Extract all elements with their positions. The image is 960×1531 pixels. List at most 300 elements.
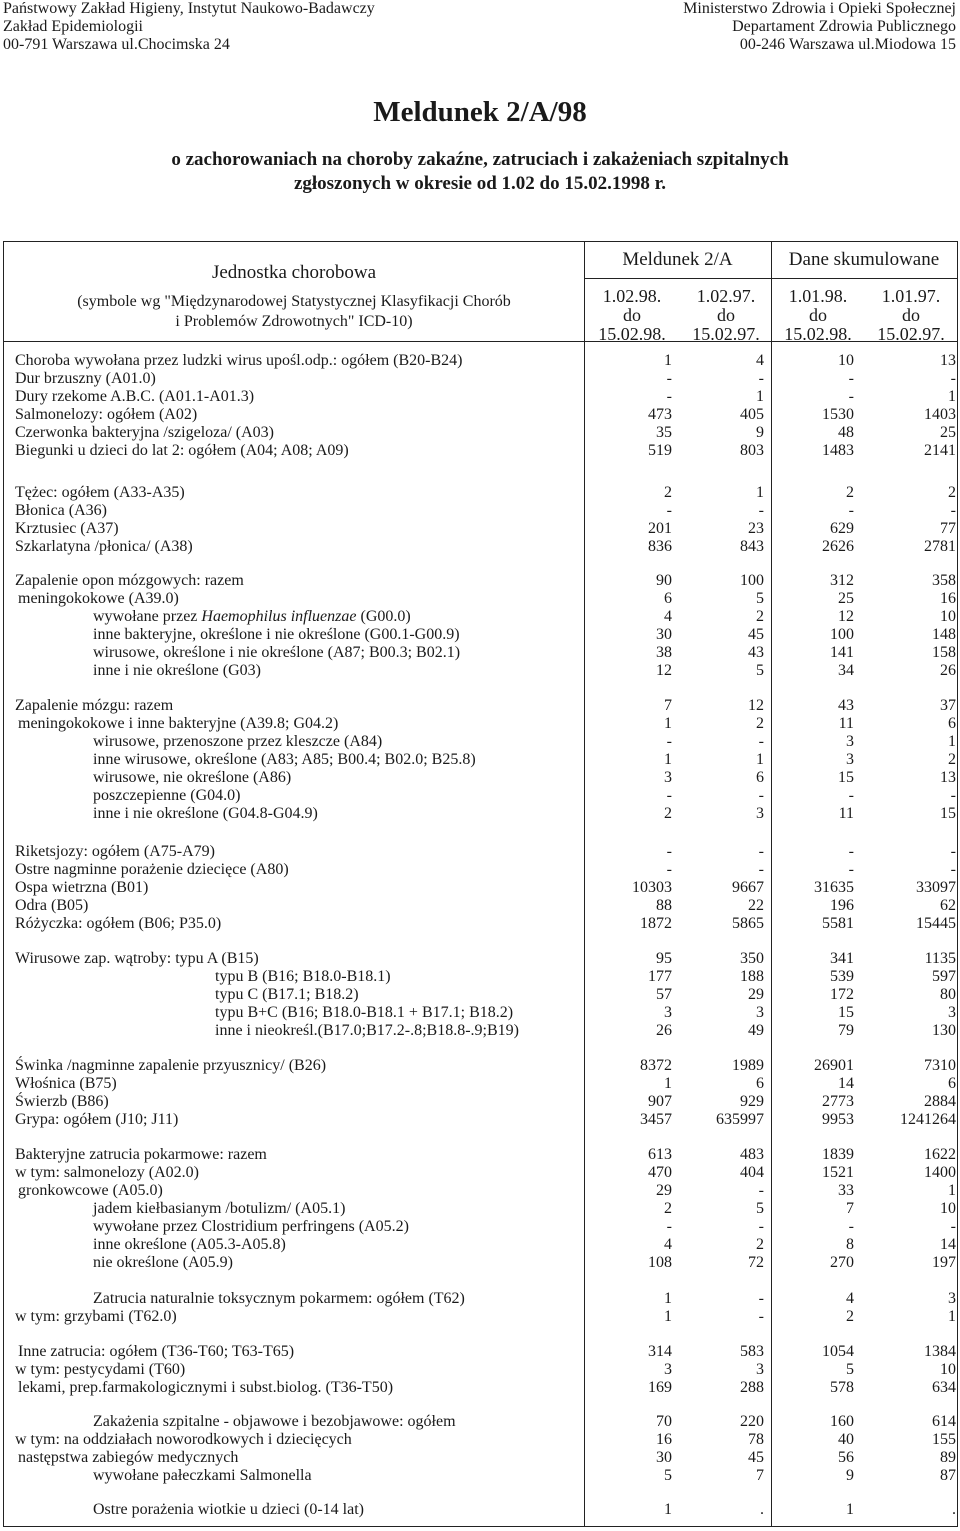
row-value: - <box>950 502 956 519</box>
row-value: 470 <box>648 1164 672 1181</box>
table-row <box>4 697 959 715</box>
row-value: 3 <box>756 1361 764 1378</box>
period-start: 1.02.98. <box>602 286 662 306</box>
row-value: - <box>848 388 854 405</box>
institute-header <box>3 0 375 54</box>
row-value: 26901 <box>814 1057 854 1074</box>
row-value: - <box>666 502 672 519</box>
row-value: 5 <box>664 1467 672 1484</box>
row-value: 473 <box>648 406 672 423</box>
table-row <box>4 769 959 787</box>
row-value: 2 <box>948 751 956 768</box>
table-row <box>4 715 959 733</box>
subtitle-line: zgłoszonych w okresie od 1.02 do 15.02.1998 r. <box>293 173 667 194</box>
row-label: Świnka /nagminne zapalenie przyusznicy/ (B26) <box>15 1057 327 1074</box>
row-value: 2 <box>664 805 672 822</box>
row-value: 1 <box>948 388 956 405</box>
row-value: 62 <box>940 897 956 914</box>
row-value: 9667 <box>732 879 764 896</box>
row-label: wirusowe, przenoszone przez kleszcze (A84) <box>93 733 383 750</box>
row-label: Riketsjozy: ogółem (A75-A79) <box>15 843 215 860</box>
table-row <box>4 644 959 662</box>
row-value: - <box>848 787 854 804</box>
table-row <box>4 1182 959 1200</box>
row-value: 40 <box>838 1431 854 1448</box>
row-label: Zapalenie opon mózgowych: razem <box>15 572 244 589</box>
period-start: 1.02.97. <box>696 286 756 306</box>
period-end: 15.02.97. <box>692 324 760 344</box>
table-row <box>4 590 959 608</box>
row-value: 10 <box>940 1361 956 1378</box>
row-value: - <box>666 733 672 750</box>
row-value: 6 <box>756 769 764 786</box>
row-label: typu B (B16; B18.0-B18.1) <box>215 968 391 985</box>
row-value: 5 <box>846 1361 854 1378</box>
row-value: 12 <box>748 697 764 714</box>
row-value: 35 <box>656 424 672 441</box>
row-label: w tym: na oddziałach noworodkowych i dziecięcych <box>15 1431 352 1448</box>
table-row <box>4 352 959 370</box>
table-row <box>4 950 959 968</box>
row-value: 49 <box>748 1022 764 1039</box>
row-value: 634 <box>932 1379 956 1396</box>
row-value: 1 <box>664 352 672 369</box>
row-value: - <box>666 1218 672 1235</box>
row-value: - <box>950 861 956 878</box>
row-value: 3 <box>756 1004 764 1021</box>
row-value: 158 <box>932 644 956 661</box>
row-value: 10303 <box>632 879 672 896</box>
table-row <box>4 1075 959 1093</box>
row-label: Zapalenie mózgu: razem <box>15 697 174 714</box>
period-sep: do <box>809 305 827 325</box>
table-row <box>4 751 959 769</box>
row-value: 12 <box>656 662 672 679</box>
row-value: 358 <box>932 572 956 589</box>
row-value: 539 <box>830 968 854 985</box>
row-value: 4 <box>756 352 764 369</box>
row-label: inne bakteryjne, określone i nie określone (G00.1-G00.9) <box>93 626 460 643</box>
row-label: Ostre porażenia wiotkie u dzieci (0-14 lat) <box>93 1501 364 1518</box>
row-label: typu C (B17.1; B18.2) <box>215 986 359 1003</box>
row-value: 48 <box>838 424 854 441</box>
row-value: - <box>666 388 672 405</box>
table-row <box>4 662 959 680</box>
row-value: 1 <box>664 1308 672 1325</box>
row-label: Krztusiec (A37) <box>15 520 119 537</box>
table-row <box>4 843 959 861</box>
row-value: 3457 <box>640 1111 672 1128</box>
row-value: 1872 <box>640 915 672 932</box>
row-value: 31635 <box>814 879 854 896</box>
row-value: - <box>666 370 672 387</box>
row-label: Ospa wietrzna (B01) <box>15 879 149 896</box>
row-value: 3 <box>948 1004 956 1021</box>
row-value: 2 <box>948 484 956 501</box>
row-label: wirusowe, nie określone (A86) <box>93 769 292 786</box>
row-value: 16 <box>656 1431 672 1448</box>
unit-subtitle-line: (symbole wg "Międzynarodowej Statystycznej Klasyfikacji Chorób <box>77 293 511 310</box>
row-value: 87 <box>940 1467 956 1484</box>
ministry-line: Departament Zdrowia Publicznego <box>732 18 956 35</box>
row-value: 1 <box>948 1182 956 1199</box>
row-value: 7 <box>664 697 672 714</box>
table-row <box>4 484 959 502</box>
row-value: 1 <box>664 715 672 732</box>
table-row <box>4 897 959 915</box>
table-row <box>4 388 959 406</box>
report-subtitle <box>0 148 960 196</box>
row-value: 1384 <box>924 1343 956 1360</box>
unit-column-subtitle <box>4 292 584 332</box>
row-value: 1 <box>948 733 956 750</box>
row-label: w tym: salmonelozy (A02.0) <box>15 1164 199 1181</box>
row-value: - <box>950 787 956 804</box>
row-value: 9 <box>846 1467 854 1484</box>
table-row <box>4 406 959 424</box>
table-row <box>4 1413 959 1431</box>
table-row <box>4 608 959 626</box>
row-label: lekami, prep.farmakologicznymi i subst.biolog. (T36-T50) <box>18 1379 394 1396</box>
period-sep: do <box>623 305 641 325</box>
row-label: w tym: grzybami (T62.0) <box>15 1308 177 1325</box>
row-label: Grypa: ogółem (J10; J11) <box>15 1111 179 1128</box>
row-value: 160 <box>830 1413 854 1430</box>
table-row <box>4 502 959 520</box>
table-row <box>4 1236 959 1254</box>
row-value: 288 <box>740 1379 764 1396</box>
row-label: meningokokowe (A39.0) <box>18 590 179 607</box>
row-value: 1054 <box>822 1343 854 1360</box>
table-row <box>4 626 959 644</box>
row-value: 45 <box>748 1449 764 1466</box>
row-value: 907 <box>648 1093 672 1110</box>
row-value: 5865 <box>732 915 764 932</box>
row-label: Zatrucia naturalnie toksycznym pokarmem: ogółem (T62) <box>93 1290 465 1307</box>
row-label: Ostre nagminne porażenie dziecięce (A80) <box>15 861 289 878</box>
period-start: 1.01.98. <box>788 286 848 306</box>
row-value: 5 <box>756 1200 764 1217</box>
row-value: 3 <box>664 1361 672 1378</box>
row-value: 95 <box>656 950 672 967</box>
row-value: 3 <box>846 751 854 768</box>
row-value: 4 <box>664 608 672 625</box>
row-value: 1403 <box>924 406 956 423</box>
table-row <box>4 986 959 1004</box>
row-value: - <box>950 1218 956 1235</box>
row-value: 1 <box>846 1501 854 1518</box>
table-row <box>4 1164 959 1182</box>
row-value: - <box>758 861 764 878</box>
row-value: 57 <box>656 986 672 1003</box>
row-value: 220 <box>740 1413 764 1430</box>
row-value: 141 <box>830 644 854 661</box>
table-row <box>4 1449 959 1467</box>
row-value: 11 <box>838 805 854 822</box>
row-value: 15 <box>940 805 956 822</box>
row-value: - <box>848 861 854 878</box>
row-value: 88 <box>656 897 672 914</box>
row-value: 30 <box>656 626 672 643</box>
table-row <box>4 520 959 538</box>
row-value: 483 <box>740 1146 764 1163</box>
table-row <box>4 915 959 933</box>
row-label: inne określone (A05.3-A05.8) <box>93 1236 286 1253</box>
period-end: 15.02.97. <box>877 324 945 344</box>
row-value: 6 <box>664 590 672 607</box>
row-value: 15 <box>838 1004 854 1021</box>
row-value: 15445 <box>916 915 956 932</box>
row-value: 1 <box>664 1290 672 1307</box>
table-row <box>4 1467 959 1485</box>
row-value: 2 <box>756 608 764 625</box>
row-value: 1241264 <box>900 1111 956 1128</box>
row-value: 404 <box>740 1164 764 1181</box>
row-value: 72 <box>748 1254 764 1271</box>
row-label: meningokokowe i inne bakteryjne (A39.8; G04.2) <box>18 715 339 732</box>
group-meldunek-title: Meldunek 2/A <box>622 249 733 270</box>
row-value: 89 <box>940 1449 956 1466</box>
row-value: - <box>666 843 672 860</box>
row-value: - <box>848 1218 854 1235</box>
row-label: w tym: pestycydami (T60) <box>15 1361 186 1378</box>
row-value: 8372 <box>640 1057 672 1074</box>
ministry-line: Ministerstwo Zdrowia i Opieki Społecznej <box>683 0 956 17</box>
period-header <box>680 287 772 344</box>
row-value: 12 <box>838 608 854 625</box>
row-label: nie określone (A05.9) <box>93 1254 233 1271</box>
period-start: 1.01.97. <box>881 286 941 306</box>
row-value: 803 <box>740 442 764 459</box>
row-value: 33 <box>838 1182 854 1199</box>
table-row <box>4 370 959 388</box>
row-value: 197 <box>932 1254 956 1271</box>
row-value: . <box>760 1501 764 1518</box>
row-value: 148 <box>932 626 956 643</box>
institute-line: 00-791 Warszawa ul.Chocimska 24 <box>3 36 230 53</box>
row-value: 177 <box>648 968 672 985</box>
row-value: 13 <box>940 769 956 786</box>
row-value: 15 <box>838 769 854 786</box>
row-value: 43 <box>838 697 854 714</box>
row-value: 2781 <box>924 538 956 555</box>
table-row <box>4 1379 959 1397</box>
row-value: 108 <box>648 1254 672 1271</box>
table-row <box>4 968 959 986</box>
table-row <box>4 442 959 460</box>
row-value: 29 <box>748 986 764 1003</box>
row-value: 2 <box>846 484 854 501</box>
group-cumulative-title: Dane skumulowane <box>788 249 940 270</box>
row-value: 3 <box>756 805 764 822</box>
row-value: 5581 <box>822 915 854 932</box>
row-value: 7 <box>846 1200 854 1217</box>
table-row <box>4 1004 959 1022</box>
row-value: 26 <box>656 1022 672 1039</box>
row-value: 90 <box>656 572 672 589</box>
row-label: Dury rzekome A.B.C. (A01.1-A01.3) <box>15 388 255 405</box>
period-end: 15.02.98. <box>598 324 666 344</box>
row-label: wywołane przez Clostridium perfringens (A05.2) <box>93 1218 409 1235</box>
row-value: 2 <box>664 484 672 501</box>
row-value: 1839 <box>822 1146 854 1163</box>
row-value: 10 <box>838 352 854 369</box>
row-label: Inne zatrucia: ogółem (T36-T60; T63-T65) <box>18 1343 295 1360</box>
row-value: - <box>758 787 764 804</box>
row-value: 341 <box>830 950 854 967</box>
row-value: 1135 <box>924 950 956 967</box>
row-label: inne i nie określone (G03) <box>93 662 261 679</box>
period-header <box>772 287 864 344</box>
row-value: 7310 <box>924 1057 956 1074</box>
row-value: 33097 <box>916 879 956 896</box>
row-value: 155 <box>932 1431 956 1448</box>
ministry-header <box>683 0 956 54</box>
row-value: - <box>950 843 956 860</box>
table-row <box>4 1111 959 1129</box>
row-value: 70 <box>656 1413 672 1430</box>
row-label: Choroba wywołana przez ludzki wirus upośl.odp.: ogółem (B20-B24) <box>15 352 463 369</box>
row-value: 38 <box>656 644 672 661</box>
period-sep: do <box>902 305 920 325</box>
row-value: 11 <box>838 715 854 732</box>
row-value: 2773 <box>822 1093 854 1110</box>
row-value: 2 <box>756 1236 764 1253</box>
row-value: 597 <box>932 968 956 985</box>
row-value: 1 <box>756 388 764 405</box>
row-value: 2 <box>846 1308 854 1325</box>
row-value: 1 <box>948 1308 956 1325</box>
row-value: . <box>952 1501 956 1518</box>
row-label: Wirusowe zap. wątroby: typu A (B15) <box>15 950 259 967</box>
row-value: 13 <box>940 352 956 369</box>
row-label: Odra (B05) <box>15 897 89 914</box>
row-label: Włośnica (B75) <box>15 1075 117 1092</box>
table-row <box>4 1361 959 1379</box>
row-value: 14 <box>838 1075 854 1092</box>
row-value: 1400 <box>924 1164 956 1181</box>
row-value: - <box>666 861 672 878</box>
row-label: wywołane przez Haemophilus influenzae (G00.0) <box>93 608 411 625</box>
period-header <box>865 287 957 344</box>
row-value: - <box>758 370 764 387</box>
row-value: 6 <box>948 715 956 732</box>
row-label: Szkarlatyna /płonica/ (A38) <box>15 538 193 555</box>
report-title: Meldunek 2/A/98 <box>373 96 587 128</box>
row-value: 130 <box>932 1022 956 1039</box>
row-value: 6 <box>756 1075 764 1092</box>
row-label: Salmonelozy: ogółem (A02) <box>15 406 198 423</box>
row-value: - <box>848 502 854 519</box>
row-value: 14 <box>940 1236 956 1253</box>
row-value: 78 <box>748 1431 764 1448</box>
row-value: 9 <box>756 424 764 441</box>
row-value: 1 <box>664 1075 672 1092</box>
row-value: 2141 <box>924 442 956 459</box>
row-value: 9953 <box>822 1111 854 1128</box>
row-value: 613 <box>648 1146 672 1163</box>
table-row <box>4 1290 959 1308</box>
row-value: - <box>950 370 956 387</box>
row-value: 929 <box>740 1093 764 1110</box>
row-value: 30 <box>656 1449 672 1466</box>
row-value: 836 <box>648 538 672 555</box>
row-value: 5 <box>756 590 764 607</box>
row-value: - <box>758 1182 764 1199</box>
row-value: 3 <box>664 1004 672 1021</box>
row-label: Świerzb (B86) <box>15 1093 109 1110</box>
row-label: następstwa zabiegów medycznych <box>18 1449 239 1466</box>
row-value: 25 <box>940 424 956 441</box>
row-value: 1 <box>664 1501 672 1518</box>
row-value: 80 <box>940 986 956 1003</box>
row-value: 201 <box>648 520 672 537</box>
row-value: 314 <box>648 1343 672 1360</box>
period-end: 15.02.98. <box>784 324 852 344</box>
row-label: Różyczka: ogółem (B06; P35.0) <box>15 915 222 932</box>
row-value: 77 <box>940 520 956 537</box>
table-row <box>4 879 959 897</box>
row-label: Tężec: ogółem (A33-A35) <box>15 484 185 501</box>
row-value: 79 <box>838 1022 854 1039</box>
table-row <box>4 1343 959 1361</box>
row-value: 26 <box>940 662 956 679</box>
row-value: 8 <box>846 1236 854 1253</box>
row-value: 635997 <box>716 1111 764 1128</box>
table-row <box>4 861 959 879</box>
table-row <box>4 1501 959 1519</box>
row-label: gronkowcowe (A05.0) <box>18 1182 163 1199</box>
row-label: Czerwonka bakteryjna /szigeloza/ (A03) <box>15 424 275 441</box>
table-row <box>4 733 959 751</box>
row-label: inne wirusowe, określone (A83; A85; B00.4; B02.0; B25.8) <box>93 751 476 768</box>
row-label: wywołane pałeczkami Salmonella <box>93 1467 312 1484</box>
row-value: 1 <box>756 751 764 768</box>
table-row <box>4 1093 959 1111</box>
unit-subtitle-line: i Problemów Zdrowotnych" ICD-10) <box>175 313 413 330</box>
row-label: inne i nieokreśl.(B17.0;B17.2-.8;B18.8-.9;B19) <box>215 1022 519 1039</box>
row-value: 583 <box>740 1343 764 1360</box>
row-value: 350 <box>740 950 764 967</box>
table-row <box>4 1254 959 1272</box>
row-value: 519 <box>648 442 672 459</box>
row-value: 405 <box>740 406 764 423</box>
disease-table <box>3 241 958 1527</box>
unit-column-title: Jednostka chorobowa <box>211 262 377 283</box>
table-row <box>4 1431 959 1449</box>
row-value: 2 <box>756 715 764 732</box>
row-label: jadem kiełbasianym /botulizm/ (A05.1) <box>93 1200 346 1217</box>
row-value: 100 <box>830 626 854 643</box>
row-label: Bakteryjne zatrucia pokarmowe: razem <box>15 1146 267 1163</box>
row-value: 1521 <box>822 1164 854 1181</box>
row-value: 25 <box>838 590 854 607</box>
row-value: - <box>758 1218 764 1235</box>
row-label: poszczepienne (G04.0) <box>93 787 241 804</box>
row-value: 6 <box>948 1075 956 1092</box>
table-row <box>4 424 959 442</box>
row-value: 4 <box>846 1290 854 1307</box>
row-value: 614 <box>932 1413 956 1430</box>
row-value: 16 <box>940 590 956 607</box>
row-value: 270 <box>830 1254 854 1271</box>
row-value: 3 <box>948 1290 956 1307</box>
row-value: 4 <box>664 1236 672 1253</box>
row-value: - <box>758 502 764 519</box>
row-label: inne i nie określone (G04.8-G04.9) <box>93 805 318 822</box>
row-value: 3 <box>664 769 672 786</box>
row-value: 578 <box>830 1379 854 1396</box>
